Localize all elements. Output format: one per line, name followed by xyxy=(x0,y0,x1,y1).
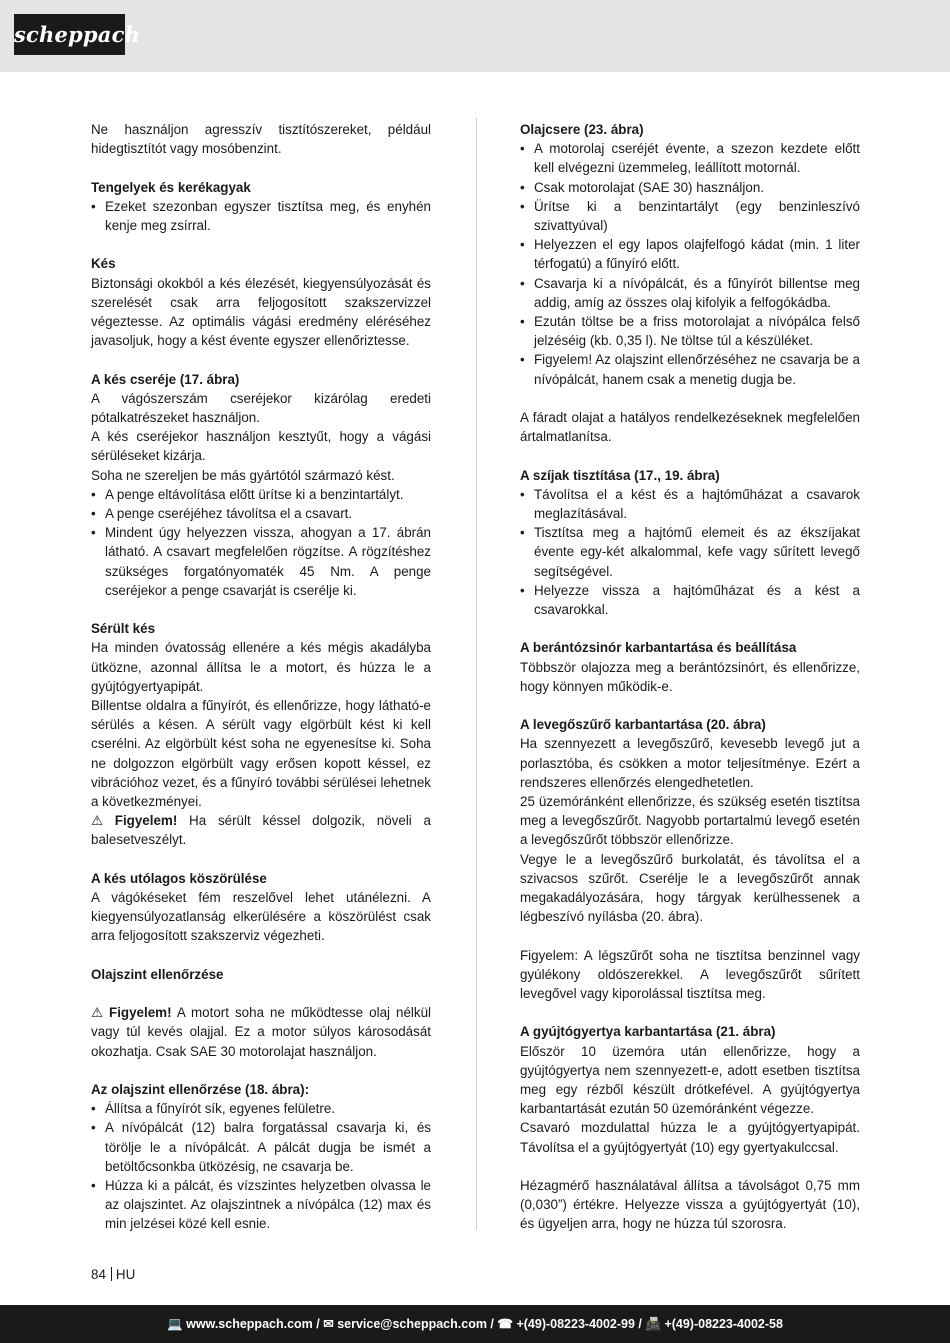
damaged-blade-text-2: Billentse oldalra a fűnyírót, és ellenőrizze, hogy látható-e sérülés a késen. A sérült vagy elgörbült kést ki kell cserélni. Az elgörbült kést soha ne egyenesítse ki. Soha ne dolgozzon elgörbült vagy erősen kopott késsel, ez vibrációhoz vezet, és a fűnyíró további sérülései lehetnek a következményei. xyxy=(91,698,431,810)
list-item: • Helyezze vissza a hajtóműházat és a kést a csavarokkal. xyxy=(520,582,860,618)
list-item: • Mindent úgy helyezzen vissza, ahogyan a 17. ábrán látható. A csavart megfelelően rögzítse. A rögzítéshez szükséges forgatónyomaték 45 Nm. A penge cseréjekor a penge csavarját is cserélje ki. xyxy=(91,525,431,598)
air-filter-text-1: Ha szennyezett a levegőszűrő, kevesebb levegő jut a porlasztóba, és csökken a motor teljesítménye. Ezért a rendszeres ellenőrzés elengedhetetlen. xyxy=(520,736,860,790)
spark-plug-text-1: Először 10 üzemóra után ellenőrizze, hogy a gyújtógyertya nem szennyezett-e, adott esetben tisztítsa meg egy rézből készült drótkefével. A gyújtógyertya karbantartását ezután 50 üzemóránként végezze. xyxy=(520,1043,860,1117)
belts-list xyxy=(520,485,860,619)
list-item: • Húzza ki a pálcát, és vízszintes helyzetben olvassa le az olajszintet. Az olajszintnek a nívópálca (12) max és min jelzései közé kell esnie. xyxy=(91,1178,431,1232)
list-item: • A nívópálcát (12) balra forgatással csavarja ki, és törölje le a nívópálcát. A pálcát dugja be ismét a betöltőcsonkba ütközésig, ne csavarja be. xyxy=(91,1120,431,1174)
list-item: • Csak motorolajat (SAE 30) használjon. xyxy=(520,179,764,195)
fax-number: +(49)-08223-4002-58 xyxy=(664,1317,783,1331)
fax-icon: 📠 xyxy=(645,1317,661,1331)
section-title-oil-level: Az olajszint ellenőrzése (18. ábra): xyxy=(91,1082,310,1098)
list-item: • Ezeket szezonban egyszer tisztítsa meg, és enyhén kenje meg zsírral. xyxy=(91,198,431,233)
section-title-blade: Kés xyxy=(91,256,116,272)
section-title-air-filter: A levegőszűrő karbantartása (20. ábra) xyxy=(520,717,766,733)
damaged-blade-text-1: Ha minden óvatosság ellenére a kés mégis akadályba ütközne, azonnal állítsa le a motort, és húzza le a gyújtógyertyapipát. xyxy=(91,640,431,694)
footer-bar xyxy=(0,1305,950,1343)
intro-text: Ne használjon agresszív tisztítószereket, például hidegtisztítót vagy mosóbenzint. xyxy=(91,122,431,157)
list-item: • Helyezzen el egy lapos olajfelfogó kádat (min. 1 liter térfogatú) a fűnyíró előtt. xyxy=(520,237,860,272)
oil-change-list xyxy=(520,139,860,389)
blade-replace-list xyxy=(91,485,431,600)
damaged-blade-warning: ⚠ Figyelem! Ha sérült késsel dolgozik, növeli a balesetveszélyt. xyxy=(91,813,431,848)
section-title-starter-cord: A berántózsinór karbantartása és beállítása xyxy=(520,640,797,656)
list-item: • A penge eltávolítása előtt ürítse ki a benzintartályt. xyxy=(91,486,404,502)
blade-text: Biztonsági okokból a kés élezését, kiegyensúlyozását és szerelését csak arra feljogosított szakszervizzel végeztesse. Az optimális vágási eredmény eléréséhez javasoljuk, hogy a kést évente egyszer ellenőriztesse. xyxy=(91,275,431,349)
air-filter-text-3: Vegye le a levegőszűrő burkolatát, és távolítsa el a szivacsos szűrőt. Cserélje le a levegőszűrőt annak megakadályozására, hogy tárgyak kerülhessenek a légbeszívó nyílásba (20. ábra). xyxy=(520,851,860,925)
starter-cord-text: Többször olajozza meg a berántózsinórt, és ellenőrizze, hogy könnyen működik-e. xyxy=(520,659,860,694)
right-column xyxy=(520,120,860,1234)
phone-icon: ☎ xyxy=(497,1317,513,1331)
section-title-damaged-blade: Sérült kés xyxy=(91,621,156,637)
left-column xyxy=(91,120,431,1234)
page-number xyxy=(91,1265,135,1284)
section-title-oil-change: Olajcsere (23. ábra) xyxy=(520,122,644,137)
section-title-blade-replace: A kés cseréje (17. ábra) xyxy=(91,371,240,387)
blade-replace-text-3: Soha ne szereljen be más gyártótól származó kést. xyxy=(91,467,395,483)
section-title-belts: A szíjak tisztítása (17., 19. ábra) xyxy=(520,467,720,483)
spark-plug-text-3: Hézagmérő használatával állítsa a távolságot 0,75 mm (0,030”) értékre. Helyezze vissza a gyújtógyertyát (10), és ügyeljen arra, hogy ne húzza túl szorosra. xyxy=(520,1178,860,1232)
list-item: • Távolítsa el a kést és a hajtóműházat a csavarok meglazításával. xyxy=(520,486,860,522)
section-title-regrinding: A kés utólagos köszörülése xyxy=(91,870,267,886)
blade-replace-text-2: A kés cseréjekor használjon kesztyűt, hogy a vágási sérüléseket kizárja. xyxy=(91,429,431,464)
header-band xyxy=(0,0,950,72)
air-filter-text-2: 25 üzemóránként ellenőrizze, és szükség esetén tisztítsa meg a levegőszűrőt. Nagyobb portartalmú levegő esetén a levegőszűrőt többször ellenőrizze. xyxy=(520,794,860,848)
list-item: • Csavarja ki a nívópálcát, és a fűnyírót billentse meg addig, amíg az összes olaj kifolyik a felfogókádba. xyxy=(520,275,860,310)
list-item: • Állítsa a fűnyírót sík, egyenes felületre. xyxy=(91,1101,335,1117)
page-number-value: 84 xyxy=(91,1267,106,1282)
spark-plug-text-2: Csavaró mozdulattal húzza le a gyújtógyertyapipát. Távolítsa el a gyújtógyertyát (10) egy gyertyakulccsal. xyxy=(520,1120,860,1155)
list-item: • A motorolaj cseréjét évente, a szezon kezdete előtt kell elvégezni üzemmeleg, leállított motornál. xyxy=(520,141,860,176)
phone-number: +(49)-08223-4002-99 / xyxy=(516,1317,642,1331)
list-item: • Tisztítsa meg a hajtómű elemeit és az ékszíjakat évente egy-két alkalommal, kefe vagy sűrített levegő segítségével. xyxy=(520,525,860,579)
email-link[interactable]: service@scheppach.com / xyxy=(337,1317,494,1331)
oil-disposal-text: A fáradt olajat a hatályos rendelkezéseknek megfelelően ártalmatlanítsa. xyxy=(520,410,860,445)
monitor-icon: 💻 xyxy=(167,1317,183,1331)
warning-icon: ⚠ xyxy=(91,1005,104,1021)
section-title-spark-plug: A gyújtógyertya karbantartása (21. ábra) xyxy=(520,1024,776,1040)
website-link[interactable]: www.scheppach.com / xyxy=(186,1317,320,1331)
warning-icon: ⚠ xyxy=(91,813,104,829)
list-item: • Ezután töltse be a friss motorolajat a nívópálca felső jelzéséig (kb. 0,35 l). Ne töltse túl a készüléket. xyxy=(520,314,860,349)
oil-level-list xyxy=(91,1099,431,1233)
section-title-oil-check: Olajszint ellenőrzése xyxy=(91,966,224,982)
blade-replace-text-1: A vágószerszám cseréjekor kizárólag eredeti pótalkatrészeket használjon. xyxy=(91,390,431,425)
list-item: • Ürítse ki a benzintartályt (egy benzinleszívó szivattyúval) xyxy=(520,198,860,234)
mail-icon: ✉ xyxy=(323,1317,334,1331)
list-item: • A penge cseréjéhez távolítsa el a csavart. xyxy=(91,506,353,522)
axles-list xyxy=(91,197,431,235)
list-item: • Figyelem! Az olajszint ellenőrzéséhez ne csavarja be a nívópálcát, hanem csak a menetig dugja be. xyxy=(520,352,860,387)
regrinding-text: A vágókéseket fém reszelővel lehet utánélezni. A kiegyensúlyozatlanság elkerülésére a köszörülést csak arra feljogosított szakszerviz végezheti. xyxy=(91,890,431,944)
air-filter-text-4: Figyelem: A légszűrőt soha ne tisztítsa benzinnel vagy gyúlékony oldószerekkel. A levegőszűrőt sűrített levegővel vagy kiporolással tisztítsa meg. xyxy=(520,947,860,1002)
section-title-axles: Tengelyek és kerékagyak xyxy=(91,179,251,195)
brand-logo: scheppach xyxy=(14,14,125,55)
page-language: HU xyxy=(115,1267,136,1282)
oil-warning: ⚠ Figyelem! A motort soha ne működtesse olaj nélkül vagy túl kevés olajjal. Ez a motor súlyos károsodását okozhatja. Csak SAE 30 motorolajat használjon. xyxy=(91,1005,431,1059)
column-divider xyxy=(476,118,477,1230)
